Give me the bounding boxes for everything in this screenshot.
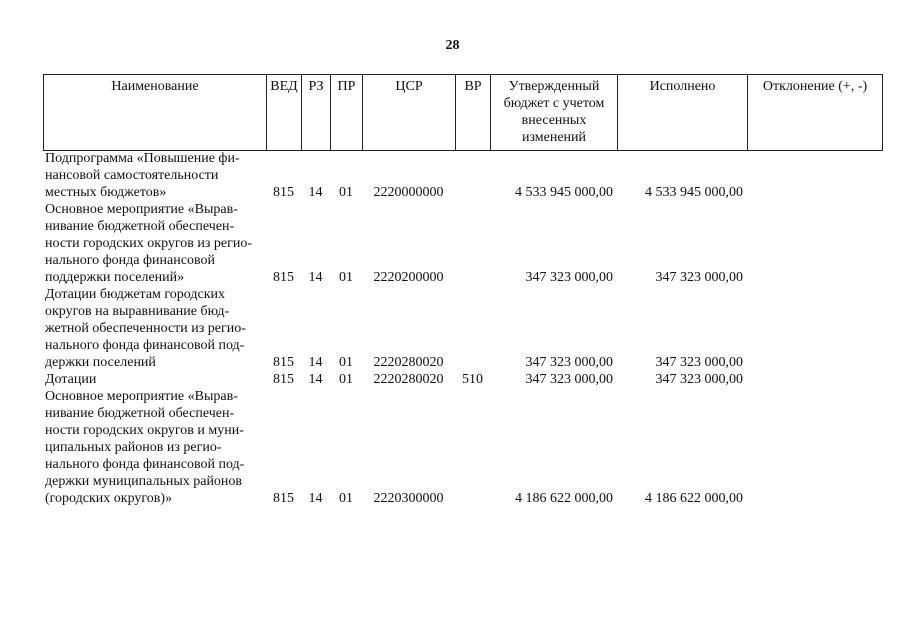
cell-rz: 14 bbox=[308, 355, 323, 370]
row-name bbox=[43, 286, 266, 371]
cell-pr: 01 bbox=[339, 270, 353, 285]
cell-pr: 01 bbox=[339, 355, 353, 370]
cell-ved: 815 bbox=[273, 491, 294, 506]
table-row bbox=[43, 371, 882, 388]
cell-executed: 4 533 945 000,00 bbox=[645, 185, 743, 200]
cell-approved: 4 533 945 000,00 bbox=[515, 185, 613, 200]
table-row bbox=[43, 150, 882, 201]
row-name bbox=[43, 150, 266, 201]
cell-csr: 2220300000 bbox=[373, 491, 444, 506]
column-header-vr: ВР bbox=[456, 75, 491, 151]
row-name-line: держки поселений bbox=[45, 355, 156, 370]
table-row bbox=[43, 388, 882, 507]
row-name-line: Основное мероприятие «Вырав- bbox=[45, 202, 238, 217]
row-name-line: Дотации бюджетам городских bbox=[45, 287, 226, 302]
row-name-line: нансовой самостоятельности bbox=[45, 168, 219, 183]
row-name-line: поддержки поселений» bbox=[45, 270, 185, 285]
row-name-line: местных бюджетов» bbox=[45, 185, 167, 200]
cell-csr: 2220280020 bbox=[373, 372, 444, 387]
cell-approved: 347 323 000,00 bbox=[525, 270, 613, 285]
cell-rz: 14 bbox=[308, 270, 323, 285]
cell-rz: 14 bbox=[308, 491, 323, 506]
row-name-line: Основное мероприятие «Вырав- bbox=[45, 389, 238, 404]
cell-executed: 4 186 622 000,00 bbox=[645, 491, 743, 506]
cell-ved: 815 bbox=[273, 355, 294, 370]
row-name-line: нального фонда финансовой bbox=[45, 253, 215, 268]
column-header-csr: ЦСР bbox=[363, 75, 456, 151]
column-header-deviation: Отклонение (+, -) bbox=[748, 75, 883, 151]
row-name-line: нального фонда финансовой под- bbox=[45, 457, 245, 472]
cell-executed: 347 323 000,00 bbox=[655, 372, 743, 387]
cell-rz: 14 bbox=[308, 185, 323, 200]
cell-deviation bbox=[747, 201, 882, 286]
column-header-executed: Исполнено bbox=[618, 75, 748, 151]
column-header-approved: Утвержденный бюджет с учетом внесенных изменений bbox=[491, 75, 618, 151]
cell-deviation bbox=[747, 150, 882, 201]
cell-csr: 2220000000 bbox=[373, 185, 444, 200]
cell-approved: 347 323 000,00 bbox=[525, 372, 613, 387]
row-name-line: Дотации bbox=[45, 372, 97, 387]
cell-vr bbox=[455, 388, 490, 507]
cell-ved: 815 bbox=[273, 372, 294, 387]
cell-approved: 4 186 622 000,00 bbox=[515, 491, 613, 506]
column-header-pr: ПР bbox=[331, 75, 363, 151]
cell-pr: 01 bbox=[339, 491, 353, 506]
row-name-line: ности городских округов из регио- bbox=[45, 236, 253, 251]
row-name-line: нивание бюджетной обеспечен- bbox=[45, 406, 235, 421]
cell-vr bbox=[455, 286, 490, 371]
row-name-line: Подпрограмма «Повышение фи- bbox=[45, 151, 240, 166]
row-name bbox=[43, 388, 266, 507]
cell-vr bbox=[455, 150, 490, 201]
table-body bbox=[43, 150, 882, 507]
cell-executed: 347 323 000,00 bbox=[655, 355, 743, 370]
page-number: 28 bbox=[445, 38, 460, 53]
row-name-line: нального фонда финансовой под- bbox=[45, 338, 245, 353]
row-name-line: держки муниципальных районов bbox=[45, 474, 243, 489]
table-row bbox=[43, 201, 882, 286]
cell-approved: 347 323 000,00 bbox=[525, 355, 613, 370]
cell-csr: 2220280020 bbox=[373, 355, 444, 370]
cell-csr: 2220200000 bbox=[373, 270, 444, 285]
row-name-line: округов на выравнивание бюд- bbox=[45, 304, 230, 319]
column-header-name: Наименование bbox=[44, 75, 267, 151]
row-name bbox=[43, 201, 266, 286]
cell-executed: 347 323 000,00 bbox=[655, 270, 743, 285]
cell-pr: 01 bbox=[339, 372, 353, 387]
cell-deviation bbox=[747, 371, 882, 388]
cell-pr: 01 bbox=[339, 185, 353, 200]
column-header-rz: РЗ bbox=[302, 75, 331, 151]
cell-vr bbox=[455, 201, 490, 286]
table-header bbox=[43, 74, 883, 151]
row-name bbox=[43, 371, 266, 388]
column-header-ved: ВЕД bbox=[267, 75, 302, 151]
row-name-line: ности городских округов и муни- bbox=[45, 423, 244, 438]
row-name-line: нивание бюджетной обеспечен- bbox=[45, 219, 235, 234]
cell-vr: 510 bbox=[462, 372, 483, 387]
cell-deviation bbox=[747, 286, 882, 371]
row-name-line: ципальных районов из регио- bbox=[45, 440, 222, 455]
cell-ved: 815 bbox=[273, 270, 294, 285]
cell-ved: 815 bbox=[273, 185, 294, 200]
row-name-line: (городских округов)» bbox=[45, 491, 173, 506]
table-row bbox=[43, 286, 882, 371]
cell-deviation bbox=[747, 388, 882, 507]
cell-rz: 14 bbox=[308, 372, 323, 387]
row-name-line: жетной обеспеченности из регио- bbox=[45, 321, 246, 336]
